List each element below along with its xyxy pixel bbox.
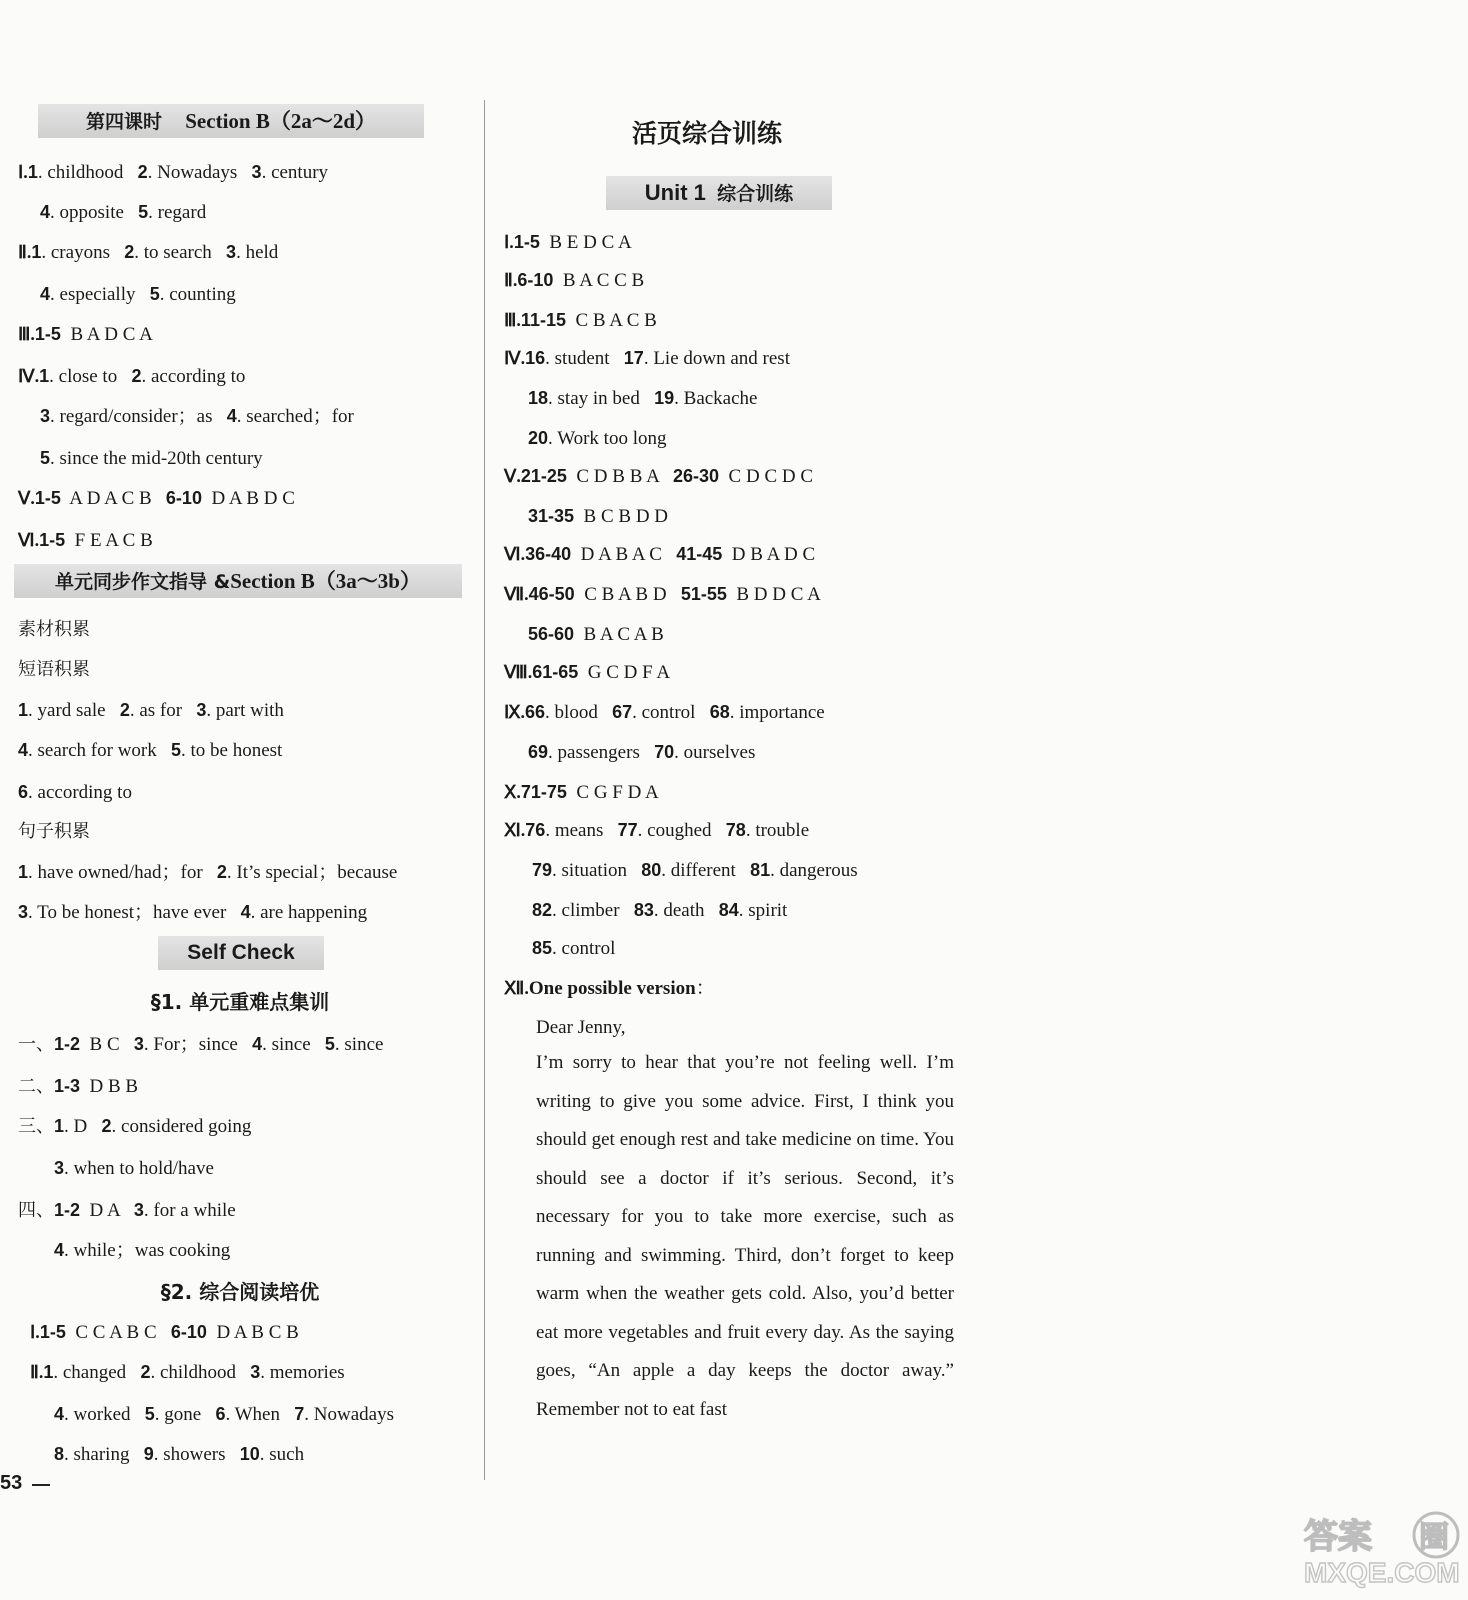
item-number: 2 xyxy=(131,366,142,386)
answer-line xyxy=(18,1114,251,1139)
item-number: 69 xyxy=(528,742,549,762)
chinese-text: 一、 xyxy=(18,1034,54,1055)
item-number: 5 xyxy=(324,1034,335,1054)
answer-text: childhood xyxy=(42,162,138,183)
answer-text: . such xyxy=(259,1444,305,1465)
answer-text: . opposite xyxy=(50,202,139,223)
item-number: 3 xyxy=(250,1362,261,1382)
item-number: 1 xyxy=(18,700,29,720)
answer-line xyxy=(536,1016,626,1040)
item-number: 6 xyxy=(18,782,29,802)
roman-numeral: Ⅳ. xyxy=(504,348,526,368)
answer-text: . spirit xyxy=(738,900,788,921)
item-number: 51-55 xyxy=(680,584,727,604)
roman-numeral: Ⅱ. xyxy=(30,1362,44,1382)
answer-text: . showers xyxy=(153,1444,240,1465)
roman-numeral: Ⅳ. xyxy=(18,366,40,386)
answer-text: . when to hold/have xyxy=(64,1158,214,1179)
item-number: 5 xyxy=(40,448,51,468)
answer-text: G C D F A xyxy=(578,662,671,683)
item-number: 56-60 xyxy=(528,624,575,644)
item-number: 82 xyxy=(532,900,553,920)
roman-numeral: Ⅴ. xyxy=(504,466,521,486)
answer-text: C G F D A xyxy=(566,782,659,803)
item-number: 4 xyxy=(54,1240,65,1260)
item-number: 79 xyxy=(532,860,553,880)
sample-essay: I’m sorry to hear that you’re not feeling well. I’m writing to give you some advice. First, I think you should get enough rest and take medicine on time. You should see a doctor if it’s serious. Second, it’s necessary for you to take more exercise, such as running and swimming. Third, don’t forget to keep warm when the weather gets cold. Also, you’d better eat more vegetables and fruit every day. As the saying goes, “An apple a day keeps the doctor away.” Remember not to eat fast xyxy=(536,1052,954,1420)
roman-numeral: Ⅱ. xyxy=(504,270,518,290)
answer-text: . Work too long xyxy=(548,428,667,449)
chinese-text: 素材积累 xyxy=(18,619,90,640)
answer-line xyxy=(532,936,615,961)
answer-text: B E D C A xyxy=(539,232,632,253)
answer-text: . regard/consider；as xyxy=(50,406,227,427)
answer-line xyxy=(532,898,787,923)
answer-text: . dangerous xyxy=(770,860,858,881)
answer-line xyxy=(504,780,659,805)
answer-text: . stay in bed xyxy=(548,388,655,409)
chinese-text: 三、 xyxy=(18,1116,54,1137)
answer-text: . Backache xyxy=(674,388,758,409)
item-number: 46-50 xyxy=(528,584,575,604)
answer-text: . according to xyxy=(141,366,246,387)
item-number: 78 xyxy=(725,820,746,840)
answer-text: . To be honest；have ever xyxy=(28,902,241,923)
answer-text: . gone xyxy=(154,1404,216,1425)
answer-text: . regard xyxy=(148,202,207,223)
item-number: 1 xyxy=(27,162,38,182)
answer-text: D B B xyxy=(80,1076,139,1097)
bold-text: One possible version xyxy=(528,978,696,999)
item-number: 1-5 xyxy=(39,530,66,550)
item-number: 61-65 xyxy=(532,662,579,682)
item-number: 1-5 xyxy=(34,324,61,344)
roman-numeral: Ⅹ. xyxy=(504,782,521,802)
roman-numeral: Ⅲ. xyxy=(504,310,521,330)
answer-line xyxy=(18,820,90,844)
answer-line xyxy=(18,698,284,723)
answer-line xyxy=(40,282,236,307)
answer-line xyxy=(30,1320,299,1345)
answer-text: . according to xyxy=(28,782,132,803)
answer-line xyxy=(18,1032,383,1057)
section-heading-s1: §1. 单元重难点集训 xyxy=(150,990,330,1014)
item-number: 1 xyxy=(31,242,42,262)
watermark-logo xyxy=(1298,1508,1468,1588)
answer-text: F E A C B xyxy=(65,530,153,551)
item-number: 2 xyxy=(101,1116,112,1136)
answer-text: B D D C A xyxy=(726,584,821,605)
answer-text: B C B D D xyxy=(574,506,669,527)
answer-text: . situation xyxy=(552,860,642,881)
item-number: 3 xyxy=(196,700,207,720)
item-number: 4 xyxy=(40,202,51,222)
item-number: 9 xyxy=(143,1444,154,1464)
item-number: 5 xyxy=(149,284,160,304)
banner-zh: 单元同步作文指导 & xyxy=(55,571,231,593)
item-number: 3 xyxy=(133,1200,144,1220)
answer-text: . to be honest xyxy=(181,740,283,761)
answer-line xyxy=(18,1074,138,1099)
answer-text: . close to xyxy=(49,366,132,387)
answer-text: B A C A B xyxy=(574,624,664,645)
item-number: 4 xyxy=(18,740,29,760)
answer-line xyxy=(504,346,790,371)
item-number: 6-10 xyxy=(165,488,202,508)
answer-line xyxy=(18,486,295,511)
answer-text: . searched；for xyxy=(236,406,354,427)
answer-text: C C A B C xyxy=(65,1322,171,1343)
answer-text: . held xyxy=(236,242,279,263)
answer-text: . have owned/had；for xyxy=(28,862,217,883)
item-number: 1-2 xyxy=(54,1200,81,1220)
answer-line xyxy=(40,200,206,225)
answer-text: . part with xyxy=(206,700,284,721)
item-number: 1-5 xyxy=(39,1322,66,1342)
item-number: 68 xyxy=(709,702,730,722)
unit-banner xyxy=(606,176,832,210)
banner-zh: 第四课时 xyxy=(85,111,162,133)
answer-line xyxy=(532,858,858,883)
item-number: 6-10 xyxy=(517,270,554,290)
roman-numeral: Ⅻ. xyxy=(504,978,529,998)
column-divider xyxy=(484,100,485,1480)
answer-line xyxy=(30,1360,345,1385)
item-number: 21-25 xyxy=(520,466,567,486)
item-number: 19 xyxy=(654,388,675,408)
answer-text: . passengers xyxy=(548,742,655,763)
item-number: 1 xyxy=(43,1362,54,1382)
item-number: 76 xyxy=(525,820,546,840)
item-number: 2 xyxy=(119,700,130,720)
answer-text: . since xyxy=(334,1034,384,1055)
item-number: 5 xyxy=(171,740,182,760)
item-number: 4 xyxy=(54,1404,65,1424)
answer-line xyxy=(54,1238,230,1263)
answer-line xyxy=(528,740,755,765)
banner-en: Section B（3a～3b） xyxy=(230,569,421,593)
item-number: 3 xyxy=(18,902,29,922)
item-number: 31-35 xyxy=(528,506,575,526)
answer-line xyxy=(18,528,153,553)
roman-numeral: Ⅱ. xyxy=(18,242,32,262)
answer-text: . coughed xyxy=(637,820,726,841)
answer-text: D A B A C xyxy=(571,544,677,565)
answer-line xyxy=(504,818,809,843)
item-number: 17 xyxy=(623,348,644,368)
answer-text: . control xyxy=(632,702,710,723)
answer-line xyxy=(504,582,821,607)
answer-line xyxy=(504,660,670,685)
section-banner-1 xyxy=(38,104,424,138)
roman-numeral: Ⅺ. xyxy=(504,820,526,840)
answer-text: . crayons xyxy=(41,242,125,263)
item-number: 3 xyxy=(133,1034,144,1054)
item-number: 1 xyxy=(39,366,50,386)
item-number: 1-5 xyxy=(34,488,61,508)
answer-text: C B A C B xyxy=(565,310,657,331)
answer-line xyxy=(504,542,815,567)
item-number: 1 xyxy=(54,1116,65,1136)
answer-line xyxy=(504,268,644,293)
answer-text: . especially xyxy=(50,284,150,305)
answer-line xyxy=(18,322,153,347)
roman-numeral: Ⅰ. xyxy=(504,232,514,252)
section-heading-s2: §2. 综合阅读培优 xyxy=(160,1280,320,1304)
answer-line xyxy=(18,364,245,389)
answer-line xyxy=(18,780,132,805)
item-number: 3 xyxy=(54,1158,65,1178)
item-number: 20 xyxy=(528,428,549,448)
answer-text: . ourselves xyxy=(674,742,756,763)
answer-text: B A C C B xyxy=(553,270,645,291)
roman-numeral: Ⅵ. xyxy=(18,530,40,550)
chinese-text: 二、 xyxy=(18,1076,54,1097)
svg-text:MXQE.COM: MXQE.COM xyxy=(1304,1557,1460,1588)
item-number: 81 xyxy=(750,860,771,880)
answer-text: . counting xyxy=(159,284,236,305)
item-number: 16 xyxy=(525,348,546,368)
answer-text: . memories xyxy=(260,1362,345,1383)
item-number: 4 xyxy=(240,902,251,922)
item-number: 5 xyxy=(138,202,149,222)
answer-text: . childhood xyxy=(150,1362,251,1383)
answer-line xyxy=(18,240,278,265)
answer-line xyxy=(504,700,825,725)
item-number: 1-5 xyxy=(513,232,540,252)
answer-line xyxy=(528,426,666,451)
answer-line xyxy=(528,504,668,529)
item-number: 4 xyxy=(226,406,237,426)
item-number: 84 xyxy=(718,900,739,920)
item-number: 3 xyxy=(251,162,262,182)
item-number: 2 xyxy=(124,242,135,262)
answer-line xyxy=(504,464,813,489)
answer-text: . Lie down and rest xyxy=(643,348,790,369)
answer-text: . blood xyxy=(545,702,613,723)
roman-numeral: Ⅵ. xyxy=(504,544,526,564)
answer-text: . Nowadays xyxy=(147,162,252,183)
item-number: 11-15 xyxy=(520,310,566,330)
answer-line xyxy=(18,1198,236,1223)
answer-line xyxy=(54,1442,304,1467)
answer-text: D A xyxy=(80,1200,134,1221)
roman-numeral: Ⅲ. xyxy=(18,324,35,344)
item-number: 6-10 xyxy=(170,1322,207,1342)
answer-text: . It’s special；because xyxy=(226,862,398,883)
item-number: 4 xyxy=(40,284,51,304)
roman-numeral: Ⅰ. xyxy=(30,1322,40,1342)
roman-numeral: Ⅰ. xyxy=(18,162,28,182)
answer-text: . student xyxy=(545,348,624,369)
answer-text: Dear Jenny, xyxy=(536,1017,626,1038)
item-number: 2 xyxy=(140,1362,151,1382)
answer-text: B C xyxy=(80,1034,134,1055)
item-number: 2 xyxy=(137,162,148,182)
answer-text: ： xyxy=(695,978,715,999)
banner-en: Section B（2a～2d） xyxy=(185,109,377,133)
svg-text:圈: 圈 xyxy=(1419,1520,1449,1555)
roman-numeral: Ⅸ. xyxy=(504,702,526,722)
answer-text: . D xyxy=(64,1116,102,1137)
item-number: 6 xyxy=(215,1404,226,1424)
answer-text: C D B B A xyxy=(566,466,673,487)
item-number: 83 xyxy=(633,900,654,920)
answer-line xyxy=(504,230,632,255)
answer-text: D B A D C xyxy=(722,544,816,565)
roman-numeral: Ⅴ. xyxy=(18,488,35,508)
item-number: 5 xyxy=(144,1404,155,1424)
item-number: 85 xyxy=(532,938,553,958)
answer-text: . For；since xyxy=(143,1034,253,1055)
answer-text: . while；was cooking xyxy=(64,1240,231,1261)
item-number: 1-3 xyxy=(54,1076,81,1096)
answer-text: . importance xyxy=(729,702,825,723)
answer-line xyxy=(18,900,367,925)
answer-text: C D C D C xyxy=(719,466,814,487)
item-number: 1-2 xyxy=(54,1034,81,1054)
answer-text: . to search xyxy=(134,242,227,263)
section-banner-2 xyxy=(14,564,462,598)
answer-line xyxy=(504,308,657,333)
page-number-dash xyxy=(32,1484,50,1486)
item-number: 18 xyxy=(528,388,549,408)
item-number: 36-40 xyxy=(525,544,572,564)
svg-text:答案: 答案 xyxy=(1304,1517,1372,1557)
answer-line xyxy=(40,404,354,429)
page-number: 53 xyxy=(0,1472,23,1494)
item-number: 3 xyxy=(226,242,237,262)
chinese-text: 句子积累 xyxy=(18,821,90,842)
item-number: 10 xyxy=(239,1444,260,1464)
answer-text: . since the mid-20th century xyxy=(50,448,263,469)
answer-line xyxy=(54,1156,214,1181)
answer-text: . are happening xyxy=(250,902,368,923)
answer-line xyxy=(54,1402,394,1427)
answer-text: . worked xyxy=(64,1404,145,1425)
answer-line xyxy=(18,860,397,885)
answer-text: D A B C B xyxy=(206,1322,299,1343)
roman-numeral: Ⅷ. xyxy=(504,662,533,682)
answer-line xyxy=(528,622,664,647)
separator: . xyxy=(37,162,43,183)
banner-en: Unit 1 xyxy=(644,180,706,205)
item-number: 67 xyxy=(612,702,633,722)
answer-text: . different xyxy=(661,860,751,881)
answer-text: A D A C B xyxy=(60,488,166,509)
answer-line xyxy=(18,658,90,682)
self-check-banner: Self Check xyxy=(158,936,324,970)
answer-text: . as for xyxy=(129,700,197,721)
item-number: 26-30 xyxy=(673,466,720,486)
answer-line xyxy=(18,738,282,763)
item-number: 70 xyxy=(654,742,675,762)
answer-text: . search for work xyxy=(28,740,171,761)
answer-text: . sharing xyxy=(64,1444,144,1465)
item-number: 66 xyxy=(525,702,546,722)
answer-text: . When xyxy=(225,1404,295,1425)
answer-text: B A D C A xyxy=(60,324,153,345)
answer-text: . climber xyxy=(552,900,634,921)
item-number: 4 xyxy=(252,1034,263,1054)
chinese-text: 四、 xyxy=(18,1200,54,1221)
answer-text: . Nowadays xyxy=(304,1404,394,1425)
item-number: 77 xyxy=(617,820,638,840)
answer-line xyxy=(40,446,263,471)
item-number: 41-45 xyxy=(676,544,723,564)
item-number: 7 xyxy=(294,1404,305,1424)
roman-numeral: Ⅶ. xyxy=(504,584,529,604)
answer-text: . changed xyxy=(53,1362,141,1383)
page-title: 活页综合训练 xyxy=(632,119,783,148)
answer-line xyxy=(18,160,328,185)
answer-text: . century xyxy=(261,162,329,183)
answer-text: C B A B D xyxy=(574,584,681,605)
chinese-text: 短语积累 xyxy=(18,659,90,680)
item-number: 3 xyxy=(40,406,51,426)
answer-line xyxy=(504,976,715,1001)
answer-line xyxy=(528,386,757,411)
item-number: 2 xyxy=(216,862,227,882)
item-number: 71-75 xyxy=(520,782,567,802)
answer-line xyxy=(18,618,90,642)
answer-text: . since xyxy=(262,1034,325,1055)
item-number: 8 xyxy=(54,1444,65,1464)
answer-text: . for a while xyxy=(143,1200,236,1221)
answer-text: . means xyxy=(545,820,618,841)
answer-text: D A B D C xyxy=(201,488,295,509)
answer-text: . yard sale xyxy=(28,700,120,721)
answer-text: . death xyxy=(653,900,719,921)
answer-text: . control xyxy=(552,938,616,959)
item-number: 1 xyxy=(18,862,29,882)
answer-text: . considered going xyxy=(111,1116,252,1137)
item-number: 80 xyxy=(641,860,662,880)
answer-text: . trouble xyxy=(745,820,810,841)
banner-zh: 综合训练 xyxy=(717,183,794,205)
